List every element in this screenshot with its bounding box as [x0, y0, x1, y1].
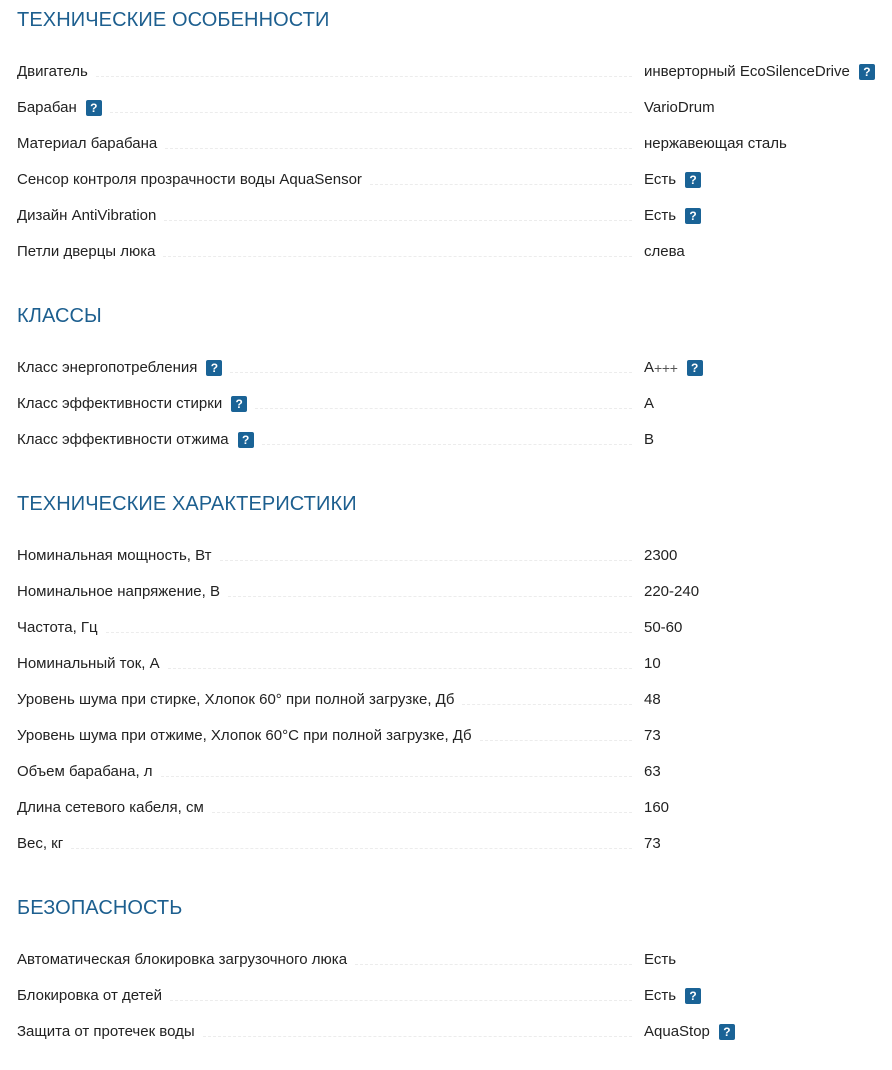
- spec-row: [17, 162, 882, 198]
- spec-value: [644, 942, 882, 978]
- spec-name: [17, 1014, 195, 1050]
- spec-name-label: Сенсор контроля прозрачности воды AquaSensor: [17, 171, 362, 188]
- dotted-leader: [228, 596, 632, 597]
- spec-value-text: 2300: [644, 547, 678, 564]
- spec-value: [644, 162, 882, 198]
- spec-row: [17, 978, 882, 1014]
- spec-name-label: Вес, кг: [17, 835, 64, 852]
- dotted-leader: [96, 76, 632, 77]
- spec-value: [644, 350, 882, 386]
- help-icon[interactable]: ?: [719, 1024, 735, 1040]
- dotted-leader: [262, 444, 632, 445]
- energy-class-suffix: +++: [654, 360, 678, 376]
- dotted-leader: [71, 848, 632, 849]
- spec-name: [17, 718, 472, 754]
- spec-rows: [17, 538, 882, 862]
- spec-value-text: B: [644, 431, 655, 448]
- section-technical-specs: [17, 458, 882, 862]
- spec-name-label: Блокировка от детей: [17, 987, 163, 1004]
- spec-name-label: Частота, Гц: [17, 619, 98, 636]
- spec-value: [644, 574, 882, 610]
- section-technical-features: [17, 0, 882, 270]
- spec-value-text: VarioDrum: [644, 99, 715, 116]
- spec-name: [17, 422, 254, 458]
- dotted-leader: [212, 812, 632, 813]
- spec-name-label: Номинальная мощность, Вт: [17, 547, 212, 564]
- section-title: ТЕХНИЧЕСКИЕ ОСОБЕННОСТИ: [17, 9, 330, 31]
- spec-row: [17, 942, 882, 978]
- spec-name-label: Длина сетевого кабеля, см: [17, 799, 204, 816]
- spec-row: [17, 234, 882, 270]
- dotted-leader: [203, 1036, 632, 1037]
- spec-value-text: 73: [644, 727, 661, 744]
- spec-name-label: Петли дверцы люка: [17, 243, 156, 260]
- spec-name: [17, 790, 204, 826]
- spec-row: [17, 350, 882, 386]
- help-icon[interactable]: ?: [206, 360, 222, 376]
- dotted-leader: [230, 372, 632, 373]
- spec-rows: [17, 54, 882, 270]
- spec-value-text: Есть: [644, 987, 677, 1004]
- spec-name: [17, 350, 222, 386]
- spec-name-label: Класс эффективности отжима: [17, 431, 229, 448]
- spec-name: [17, 754, 153, 790]
- dotted-leader: [170, 1000, 632, 1001]
- spec-name: [17, 538, 212, 574]
- spec-name-label: Двигатель: [17, 63, 88, 80]
- spec-name-label: Барабан: [17, 99, 77, 116]
- spec-value-text: 50-60: [644, 619, 683, 636]
- spec-name: [17, 978, 162, 1014]
- spec-name-label: Уровень шума при стирке, Хлопок 60° при полной загрузке, Дб: [17, 691, 455, 708]
- dotted-leader: [462, 704, 632, 705]
- spec-name: [17, 942, 347, 978]
- spec-name: [17, 826, 63, 862]
- section-title: ТЕХНИЧЕСКИЕ ХАРАКТЕРИСТИКИ: [17, 493, 357, 515]
- help-icon[interactable]: ?: [685, 172, 701, 188]
- spec-row: [17, 198, 882, 234]
- spec-value-text: Есть: [644, 171, 677, 188]
- spec-value-text: 48: [644, 691, 661, 708]
- spec-value-text: AquaStop: [644, 1023, 710, 1040]
- help-icon[interactable]: ?: [685, 988, 701, 1004]
- spec-value-text: Есть: [644, 207, 677, 224]
- spec-value-text: 63: [644, 763, 661, 780]
- spec-value: [644, 234, 882, 270]
- spec-name: [17, 646, 160, 682]
- spec-value: [644, 90, 882, 126]
- spec-name-label: Класс энергопотребления: [17, 359, 198, 376]
- spec-value-text: слева: [644, 243, 685, 260]
- help-icon[interactable]: ?: [86, 100, 102, 116]
- spec-row: [17, 574, 882, 610]
- spec-value: [644, 978, 882, 1014]
- dotted-leader: [110, 112, 632, 113]
- spec-row: [17, 1014, 882, 1050]
- spec-row: [17, 54, 882, 90]
- spec-name: [17, 54, 88, 90]
- spec-value-text: Есть: [644, 951, 677, 968]
- spec-name: [17, 126, 157, 162]
- help-icon[interactable]: ?: [687, 360, 703, 376]
- spec-value: [644, 826, 882, 862]
- spec-value: [644, 126, 882, 162]
- section-title: КЛАССЫ: [17, 305, 102, 327]
- spec-row: [17, 790, 882, 826]
- spec-value: [644, 198, 882, 234]
- spec-value-text: 160: [644, 799, 670, 816]
- spec-value-text: 220-240: [644, 583, 700, 600]
- spec-value-text: A: [644, 359, 655, 376]
- spec-name: [17, 574, 220, 610]
- section-classes: [17, 270, 882, 458]
- spec-name-label: Материал барабана: [17, 135, 158, 152]
- spec-value: [644, 610, 882, 646]
- spec-name: [17, 90, 102, 126]
- spec-row: [17, 90, 882, 126]
- spec-value: [644, 422, 882, 458]
- dotted-leader: [480, 740, 632, 741]
- spec-value: [644, 790, 882, 826]
- spec-name-label: Номинальный ток, А: [17, 655, 160, 672]
- spec-name: [17, 682, 454, 718]
- spec-row: [17, 646, 882, 682]
- spec-value-text: инверторный EcoSilenceDrive: [644, 63, 850, 80]
- dotted-leader: [370, 184, 632, 185]
- spec-value: [644, 646, 882, 682]
- dotted-leader: [220, 560, 633, 561]
- spec-row: [17, 126, 882, 162]
- dotted-leader: [165, 148, 632, 149]
- spec-value: [644, 538, 882, 574]
- spec-row: [17, 610, 882, 646]
- spec-value: [644, 1014, 882, 1050]
- spec-row: [17, 682, 882, 718]
- spec-name: [17, 386, 247, 422]
- dotted-leader: [168, 668, 632, 669]
- spec-row: [17, 718, 882, 754]
- dotted-leader: [106, 632, 632, 633]
- spec-value-text: 10: [644, 655, 661, 672]
- dotted-leader: [161, 776, 632, 777]
- section-safety: [17, 862, 882, 1050]
- spec-row: [17, 422, 882, 458]
- spec-name-label: Дизайн AntiVibration: [17, 207, 157, 224]
- help-icon[interactable]: ?: [685, 208, 701, 224]
- spec-name: [17, 198, 156, 234]
- spec-name-label: Уровень шума при отжиме, Хлопок 60°C при полной загрузке, Дб: [17, 727, 472, 744]
- section-title: БЕЗОПАСНОСТЬ: [17, 897, 183, 919]
- help-icon[interactable]: ?: [859, 64, 875, 80]
- spec-value: [644, 54, 882, 90]
- dotted-leader: [255, 408, 632, 409]
- spec-name-label: Автоматическая блокировка загрузочного люка: [17, 951, 348, 968]
- spec-value: [644, 718, 882, 754]
- dotted-leader: [163, 256, 632, 257]
- spec-row: [17, 386, 882, 422]
- spec-row: [17, 826, 882, 862]
- dotted-leader: [164, 220, 632, 221]
- spec-name-label: Объем барабана, л: [17, 763, 153, 780]
- spec-value-text: нержавеющая сталь: [644, 135, 787, 152]
- spec-rows: [17, 350, 882, 458]
- spec-value-text: 73: [644, 835, 661, 852]
- spec-value: [644, 754, 882, 790]
- spec-rows: [17, 942, 882, 1050]
- spec-value: [644, 386, 882, 422]
- spec-name-label: Номинальное напряжение, В: [17, 583, 220, 600]
- spec-value-text: A: [644, 395, 655, 412]
- spec-name-label: Класс эффективности стирки: [17, 395, 223, 412]
- help-icon[interactable]: ?: [231, 396, 247, 412]
- spec-name: [17, 610, 98, 646]
- spec-value: [644, 682, 882, 718]
- spec-name: [17, 234, 155, 270]
- spec-row: [17, 538, 882, 574]
- spec-name: [17, 162, 362, 198]
- spec-name-label: Защита от протечек воды: [17, 1023, 195, 1040]
- dotted-leader: [355, 964, 632, 965]
- help-icon[interactable]: ?: [238, 432, 254, 448]
- spec-row: [17, 754, 882, 790]
